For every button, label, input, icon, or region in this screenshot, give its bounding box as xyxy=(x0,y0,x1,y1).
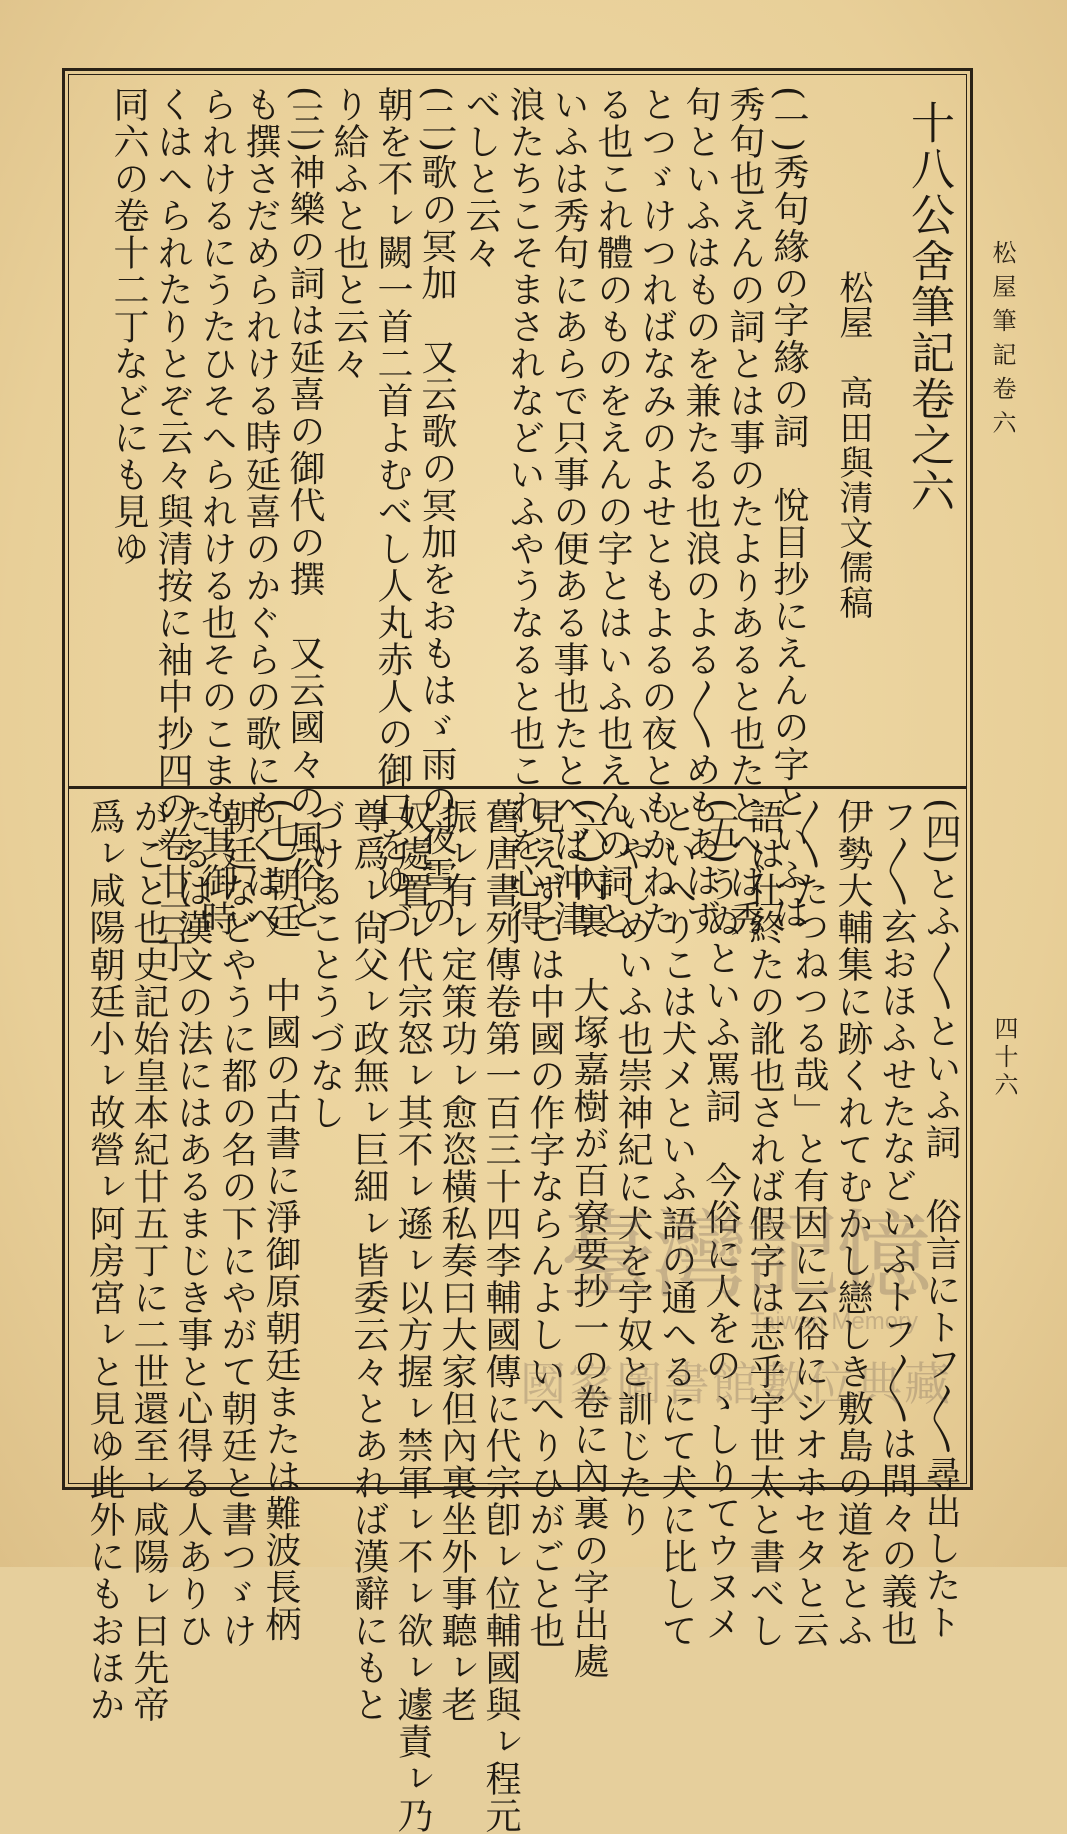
author-line: 松屋 高田與清文儒稿 xyxy=(833,270,873,620)
text-column: 舊唐書列傳卷第一百三十四李輔國傳に代宗卽ㇾ位輔國與ㇾ程元 xyxy=(480,798,521,1834)
text-column: (二)歌の冥加 又云歌の冥加をおもはゞ雨の夜雪の xyxy=(416,86,457,931)
text-column: べしと云々 xyxy=(460,86,501,271)
page-title: 十八公舍筆記卷之六 xyxy=(903,100,954,514)
text-column: り給ふと也と云々 xyxy=(328,86,369,382)
page-number: 四十六 xyxy=(990,1016,1018,1100)
text-column: 爲ㇾ咸陽朝廷小ㇾ故營ㇾ阿房宮ㇾと見ゆ此外にもおほか xyxy=(84,798,125,1723)
text-column: られけるにうたひそへられける也そのこまも其御時 xyxy=(196,86,237,937)
text-column: といへりこは犬メといふ語の通へるにて犬に比して xyxy=(656,798,697,1649)
text-column: 奴處置ㇾ代宗怒ㇾ其不ㇾ遜ㇾ以方握ㇾ禁軍ㇾ不ㇾ欲ㇾ遽責ㇾ乃 xyxy=(392,798,433,1834)
watermark-english: Taiwan Memory xyxy=(750,1308,919,1335)
text-column: 浪たちこそまされなどいふやうなると也これを心得 xyxy=(504,86,545,937)
text-column: 尊爲ㇾ尙父ㇾ政無ㇾ巨細ㇾ皆委云々とあれば漢辭にもと xyxy=(348,798,389,1723)
watermark-institution: 國家圖書館數位典藏 xyxy=(520,1357,952,1411)
text-column: 秀句也えんの詞とは事のたよりあると也たとへば秀 xyxy=(724,86,765,937)
running-header: 松屋筆記卷六 xyxy=(988,240,1016,444)
text-column: る也これ體のものをえんの字とはいふ也えんの詞と xyxy=(592,86,633,937)
text-column: とつゞけつればなみのよせともよるの夜ともかねた xyxy=(636,86,677,937)
text-column: いやしめいふ也崇神紀に犬を宇奴と訓じたり xyxy=(612,798,653,1538)
text-column: 朝廷などやうに都の名の下にやがて朝廷と書つゞけ xyxy=(216,798,257,1649)
text-column: (七)朝廷 中國の古書に淨御原朝廷または難波長柄 xyxy=(260,798,301,1643)
text-column: 同六の卷十二丁などにも見ゆ xyxy=(108,86,149,567)
text-column: (一)秀句緣の字緣の詞 悅目抄にえんの字といふは xyxy=(768,86,809,931)
text-column: 〳〵たつねつる哉」と有因に云俗にシオホセタと云 xyxy=(788,798,829,1648)
text-column: (五)うぬといふ罵詞 今俗に人をのゝしりてウヌメ xyxy=(700,798,741,1643)
text-column: くはへられたりとぞ云々與清按に袖中抄四の卷廿三丁 xyxy=(152,86,193,974)
text-column: がごと也史記始皇本紀廿五丁に二世還至ㇾ咸陽ㇾ曰先帝 xyxy=(128,798,169,1723)
text-column: (三)神樂の詞は延喜の御代の撰 又云國々の風俗ど xyxy=(284,86,325,931)
text-column: いふは秀句にあらで只事の便ある事也たとへば沖津 xyxy=(548,86,589,937)
text-column: 語は仕終たの訛也されば假字は志乎宇世太と書べし xyxy=(744,798,785,1649)
text-column: たるは漢文の法にはあるまじき事と心得る人ありひ xyxy=(172,798,213,1649)
text-column: づけることうづなし xyxy=(304,798,345,1131)
text-column: 伊勢大輔集に跡くれてむかし戀しき敷島の道をとふ xyxy=(832,798,873,1649)
text-column: 見えずこは中國の作字ならんよしいへりひがごと也 xyxy=(524,798,565,1649)
text-column: フ〳〵玄おほふせたなどいふトフ〳〵は問々の義也 xyxy=(876,798,917,1647)
text-column: 朝を不ㇾ闕一首二首よむべし人丸赤人の御口をゆづ xyxy=(372,86,413,937)
text-column: 振ㇾ有ㇾ定策功ㇾ愈恣橫私奏曰大家但內裏坐外事聽ㇾ老 xyxy=(436,798,477,1723)
watermark-logo-text: 臺灣記憶 xyxy=(560,1200,928,1312)
text-column: (四)とふ〳〵といふ詞 俗言にトフ〳〵尋出したト xyxy=(920,798,961,1641)
text-column: 句といふはものを兼たる也浪のよる〳〵めもあはず xyxy=(680,86,721,936)
text-column: (六)內裏 大塚嘉樹が百寮要抄一の卷に內裏の字出處 xyxy=(568,798,609,1680)
text-column: も撰さだめられける時延喜のかぐらの歌にもくはへ xyxy=(240,86,281,937)
